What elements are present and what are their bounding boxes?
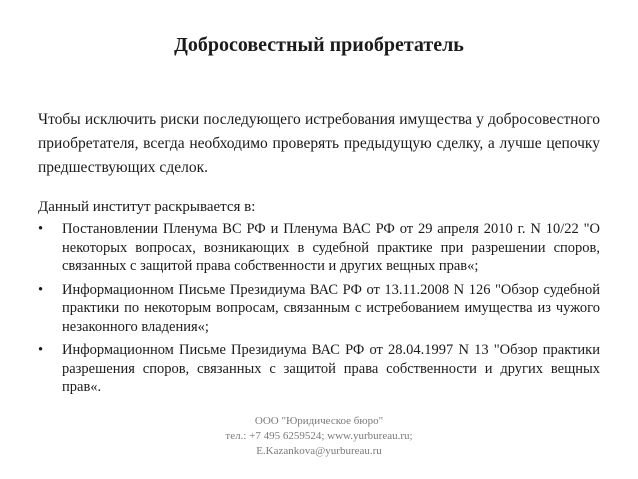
list-item-text: Постановлении Пленума ВС РФ и Пленума ВАС РФ от 29 апреля 2010 г. N 10/22 "О некоторых вопросах, возникающих в судебной практике при разрешении споров, связанных с защитой права собственности и других вещных прав«; bbox=[62, 221, 600, 274]
footer-email: E.Kazankova@yurbureau.ru bbox=[256, 445, 382, 457]
bullet-icon: • bbox=[38, 221, 44, 237]
footer-company: ООО "Юридическое бюро" bbox=[254, 415, 384, 427]
bullet-icon: • bbox=[38, 281, 44, 298]
slide-title: Добросовестный приобретатель bbox=[174, 34, 464, 56]
list-item-text: Информационном Письме Президиума ВАС РФ от 13.11.2008 N 126 "Обзор судебной практики по некоторым вопросам, связанным с истребованием имущества из чужого незаконного владения«; bbox=[62, 281, 600, 335]
intro-paragraph: Чтобы исключить риски последующего истребования имущества у добросовестного приобретателя, всегда необходимо проверять предыдущую сделку, а лучше цепочку предшествующих сделок. bbox=[38, 111, 600, 176]
list-lead-text: Данный институт раскрывается в: bbox=[38, 199, 256, 215]
legal-sources-list bbox=[38, 220, 600, 402]
list-item bbox=[38, 281, 600, 337]
list-item bbox=[38, 220, 600, 276]
list-item-text: Информационном Письме Президиума ВАС РФ от 28.04.1997 N 13 "Обзор практики разрешения споров, связанных с защитой права собственности и других вещных прав«. bbox=[62, 342, 600, 395]
bullet-icon: • bbox=[38, 342, 44, 358]
list-item bbox=[38, 341, 600, 397]
footer-contacts: тел.: +7 495 6259524; www.yurbureau.ru; bbox=[225, 430, 413, 442]
footer bbox=[0, 414, 638, 459]
